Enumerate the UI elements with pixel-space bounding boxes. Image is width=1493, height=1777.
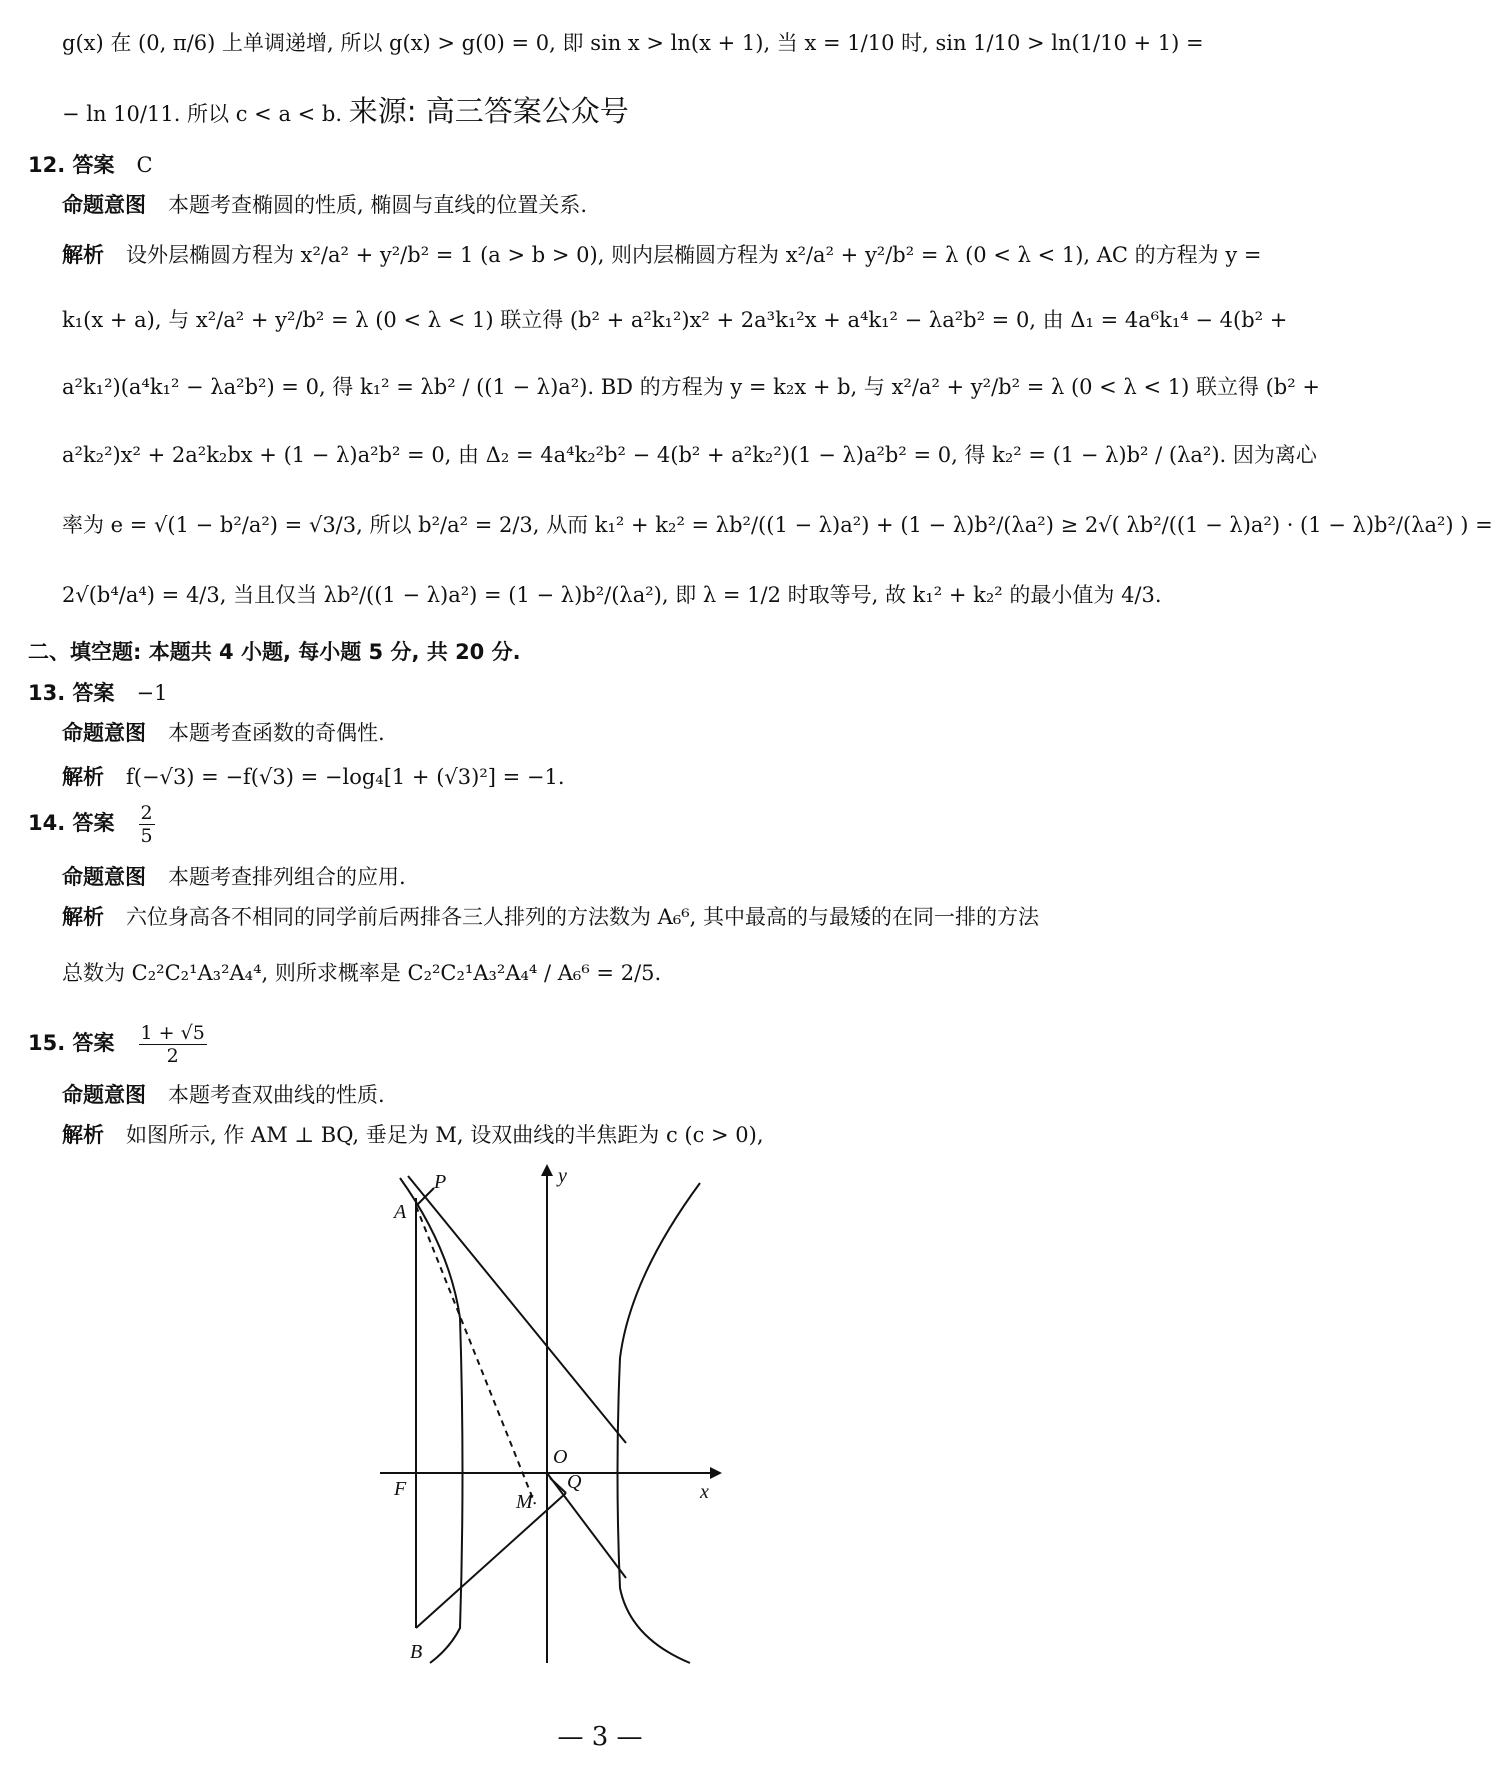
line-PO-upper	[408, 1176, 626, 1443]
q14-answer-fraction	[139, 802, 155, 847]
label-B: B	[410, 1641, 423, 1663]
q12-analysis-label: 解析	[62, 243, 104, 267]
q12-answer-row	[28, 150, 153, 180]
q15-analysis-row	[62, 1120, 764, 1150]
q12-analysis-line-6	[62, 580, 1162, 610]
q14-intent-label: 命题意图	[62, 865, 146, 889]
hyperbola-figure	[370, 1158, 820, 1668]
q15-intent-row	[62, 1080, 385, 1110]
q14-analysis-label: 解析	[62, 905, 104, 929]
line-BQ	[416, 1493, 566, 1628]
label-O: O	[553, 1446, 568, 1468]
q14-intent: 本题考查排列组合的应用.	[168, 865, 406, 889]
q13-answer: −1	[136, 681, 168, 705]
q12-analysis-line-4	[62, 440, 1317, 470]
q13-analysis-row	[62, 762, 565, 792]
label-x: x	[700, 1481, 709, 1503]
page-number: — 3 —	[557, 1722, 643, 1752]
q12-intent: 本题考查椭圆的性质, 椭圆与直线的位置关系.	[168, 193, 588, 217]
q14-analysis-line-2	[62, 958, 661, 988]
q12-analysis-text-4: a²k₂²)x² + 2a²k₂bx + (1 − λ)a²b² = 0, 由 Δ₂ = 4a⁴k₂²b² − 4(b² + a²k₂²)(1 − λ)a²b² = 0, 得 k₂² = (1 − λ)b² / (λa²). 因为离心	[62, 443, 1317, 467]
q13-answer-row	[28, 678, 167, 708]
q13-analysis: f(−√3) = −f(√3) = −log₄[1 + (√3)²] = −1.	[126, 765, 565, 789]
q15-intent-label: 命题意图	[62, 1083, 146, 1107]
q14-analysis-text-2: 总数为 C₂²C₂¹A₃²A₄⁴, 则所求概率是 C₂²C₂¹A₃²A₄⁴ / A₆⁶ = 2/5.	[62, 961, 662, 985]
q14-intent-row	[62, 862, 406, 892]
q14-answer-num: 2	[140, 802, 153, 824]
q15-answer-fraction	[139, 1022, 207, 1067]
q12-intent-row	[62, 190, 587, 220]
continuation-line-2	[62, 96, 629, 129]
q13-intent-row	[62, 718, 385, 748]
q15-analysis: 如图所示, 作 AM ⊥ BQ, 垂足为 M, 设双曲线的半焦距为 c (c > 0),	[126, 1123, 764, 1147]
source-note: 来源: 高三答案公众号	[348, 94, 629, 128]
q15-intent: 本题考查双曲线的性质.	[168, 1083, 385, 1107]
q12-analysis-line-3	[62, 372, 1320, 402]
q12-analysis-text-6: 2√(b⁴/a⁴) = 4/3, 当且仅当 λb²/((1 − λ)a²) = (1 − λ)b²/(λa²), 即 λ = 1/2 时取等号, 故 k₁² + k₂² 的最小值为 4/3.	[62, 583, 1162, 607]
q15-answer-den: 2	[166, 1045, 179, 1067]
q12-analysis-text-3: a²k₁²)(a⁴k₁² − λa²b²) = 0, 得 k₁² = λb² / ((1 − λ)a²). BD 的方程为 y = k₂x + b, 与 x²/a² + y²/b² = λ (0 < λ < 1) 联立得 (b² +	[62, 375, 1320, 399]
continuation-text-2: − ln 10/11. 所以 c < a < b.	[62, 102, 343, 126]
q13-intent: 本题考查函数的奇偶性.	[168, 721, 385, 745]
continuation-text-1: g(x) 在 (0, π/6) 上单调递增, 所以 g(x) > g(0) = 0, 即 sin x > ln(x + 1), 当 x = 1/10 时, sin 1/10 > ln(1/10 + 1) =	[62, 31, 1204, 55]
label-y: y	[558, 1165, 567, 1187]
q12-analysis-text-1: 设外层椭圆方程为 x²/a² + y²/b² = 1 (a > b > 0), 则内层椭圆方程为 x²/a² + y²/b² = λ (0 < λ < 1), AC 的方程为 y =	[126, 243, 1262, 267]
continuation-line-1	[62, 28, 1204, 58]
q14-answer-den: 5	[140, 825, 153, 847]
label-A: A	[394, 1201, 407, 1223]
q15-answer-label: 15. 答案	[28, 1031, 115, 1055]
hyperbola-right-branch	[618, 1183, 701, 1663]
dashed-AM	[416, 1206, 535, 1504]
hyperbola-left-branch	[400, 1178, 463, 1663]
q12-analysis-text-5: 率为 e = √(1 − b²/a²) = √3/3, 所以 b²/a² = 2/3, 从而 k₁² + k₂² = λb²/((1 − λ)a²) + (1 − λ)b²/(λa²) ≥ 2√( λb²/((1 − λ)a²) · (1 − λ)b²/(λa²) ) =	[62, 513, 1493, 537]
q13-intent-label: 命题意图	[62, 721, 146, 745]
segment-QM	[550, 1478, 566, 1493]
q14-answer-label: 14. 答案	[28, 811, 115, 835]
label-Q: Q	[567, 1471, 582, 1493]
q14-answer-row	[28, 802, 157, 847]
line-PO-lower	[547, 1473, 626, 1578]
q12-answer-label: 12. 答案	[28, 153, 115, 177]
x-axis-arrow	[710, 1467, 722, 1479]
y-axis-arrow	[541, 1164, 553, 1176]
q14-analysis-text-1: 六位身高各不相同的同学前后两排各三人排列的方法数为 A₆⁶, 其中最高的与最矮的在同一排的方法	[126, 905, 1040, 929]
q13-answer-label: 13. 答案	[28, 681, 115, 705]
q12-analysis-line-5	[62, 510, 1493, 540]
label-P: P	[434, 1171, 447, 1193]
section-heading: 二、填空题: 本题共 4 小题, 每小题 5 分, 共 20 分.	[28, 640, 521, 664]
q15-answer-num: 1 + √5	[140, 1022, 205, 1044]
q12-analysis-line-1	[62, 240, 1261, 270]
q14-analysis-line-1	[62, 902, 1039, 932]
q13-analysis-label: 解析	[62, 765, 104, 789]
label-F: F	[394, 1478, 407, 1500]
label-M: M	[516, 1491, 533, 1513]
q12-answer: C	[136, 153, 153, 177]
q12-intent-label: 命题意图	[62, 193, 146, 217]
q12-analysis-line-2	[62, 305, 1287, 335]
q12-analysis-text-2: k₁(x + a), 与 x²/a² + y²/b² = λ (0 < λ < 1) 联立得 (b² + a²k₁²)x² + 2a³k₁²x + a⁴k₁² − λa²b² = 0, 由 Δ₁ = 4a⁶k₁⁴ − 4(b² +	[62, 308, 1288, 332]
q15-analysis-label: 解析	[62, 1123, 104, 1147]
q15-answer-row	[28, 1022, 209, 1067]
